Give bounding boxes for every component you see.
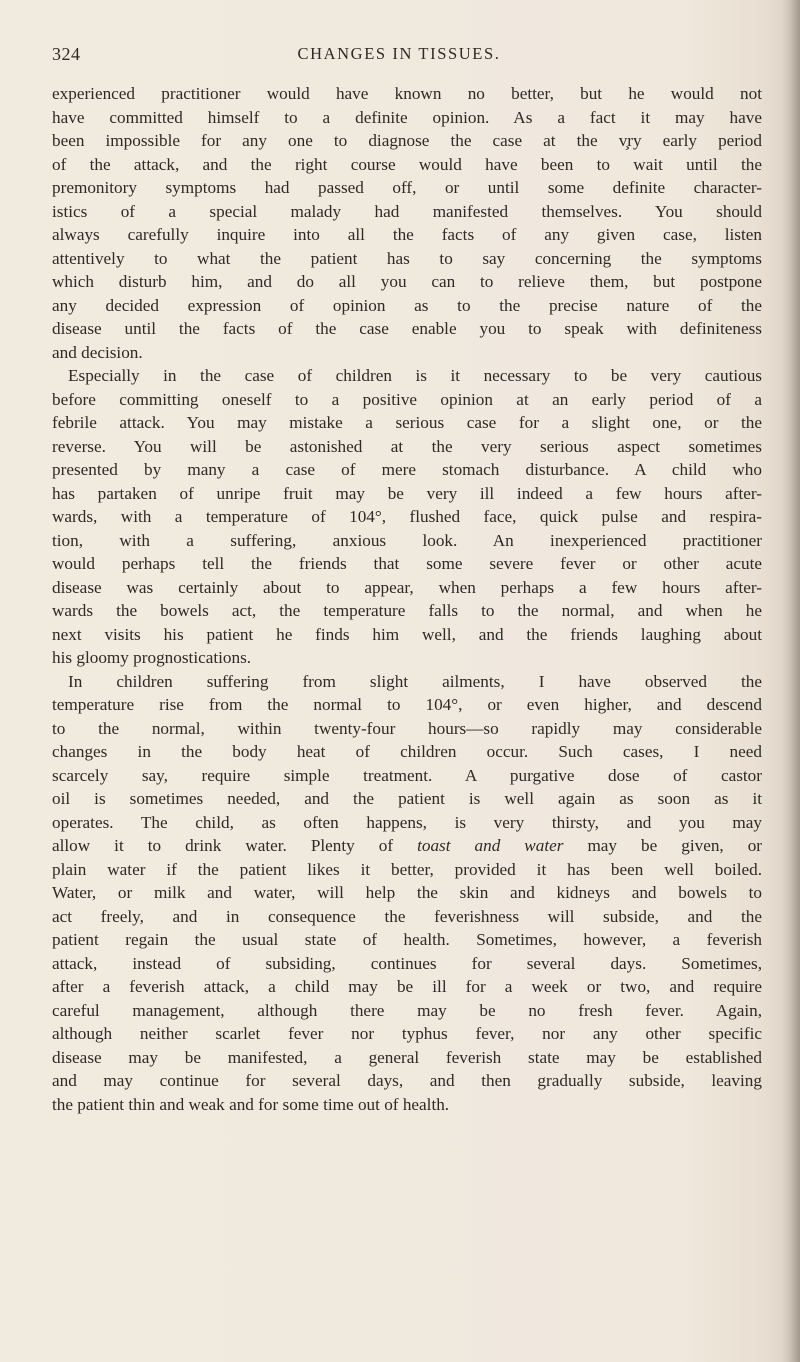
- text-line: Especially in the case of children is it necessary to be very cautious: [68, 366, 762, 385]
- text-line: although neither scarlet fever nor typhus fever, nor any other specific: [52, 1024, 762, 1043]
- text-line: attack, instead of subsiding, continues for several days. Sometimes,: [52, 953, 762, 973]
- page-number: 324: [52, 44, 81, 64]
- text-line: any decided expression of opinion as to the precise nature of the: [52, 295, 762, 315]
- running-head-title: CHANGES IN TISSUES.: [297, 44, 501, 63]
- text-line: has partaken of unripe fruit may be very ill indeed a few hours after-: [52, 483, 762, 503]
- text-line: changes in the body heat of children occur. Such cases, I need: [52, 742, 762, 761]
- text-line: careful management, although there may be no fresh fever. Again,: [52, 1000, 762, 1020]
- running-head: [24, 44, 774, 70]
- text-line: tion, with a suffering, anxious look. An inexperienced practitioner: [52, 530, 762, 550]
- text-line: which disturb him, and do all you can to relieve them, but postpone: [52, 272, 762, 291]
- text-line: and decision.: [52, 342, 143, 362]
- text-line: before committing oneself to a positive opinion at an early period of a: [52, 389, 762, 409]
- text-line: operates. The child, as often happens, is very thirsty, and you may: [52, 812, 762, 832]
- text-line: would perhaps tell the friends that some severe fever or other acute: [52, 554, 762, 573]
- text-line: In children suffering from slight ailments, I have observed the: [68, 671, 762, 691]
- text-line: wards, with a temperature of 104°, flushed face, quick pulse and respira-: [52, 507, 762, 526]
- text-line: temperature rise from the normal to 104°, or even higher, and descend: [52, 695, 762, 714]
- text-line: experienced practitioner would have known no better, but he would not: [52, 84, 762, 103]
- text-line: disease may be manifested, a general feverish state may be established: [52, 1047, 762, 1067]
- text-line: patient regain the usual state of health. Sometimes, however, a feverish: [52, 930, 762, 949]
- line-segment: may be given, or: [587, 836, 763, 855]
- text-line: presented by many a case of mere stomach disturbance. A child who: [52, 460, 762, 479]
- text-line-with-italic: [52, 834, 762, 858]
- text-line: attentively to what the patient has to say concerning the symptoms: [52, 248, 762, 268]
- text-line: oil is sometimes needed, and the patient is well again as soon as it: [52, 789, 762, 808]
- text-line: istics of a special malady had manifested themselves. You should: [52, 201, 762, 221]
- page-edge-shadow: [782, 0, 800, 1362]
- text-line: always carefully inquire into all the facts of any given case, listen: [52, 225, 762, 244]
- text-line: Water, or milk and water, will help the skin and kidneys and bowels to: [52, 883, 762, 902]
- body-text: [52, 82, 762, 1116]
- text-line: disease was certainly about to appear, when perhaps a few hours after-: [52, 577, 762, 597]
- text-line: next visits his patient he finds him well, and the friends laughing about: [52, 624, 762, 644]
- text-line: to the normal, within twenty-four hours—so rapidly may considerable: [52, 718, 762, 738]
- text-line: disease until the facts of the case enable you to speak with definiteness: [52, 319, 762, 338]
- line-segment: allow it to drink water. Plenty of: [52, 836, 394, 855]
- italic-phrase: toast and water: [417, 836, 564, 855]
- text-line: of the attack, and the right course would have been to wait until the: [52, 154, 762, 174]
- text-line: been impossible for any one to diagnose the case at the v̧ry early period: [52, 131, 762, 150]
- text-line: reverse. You will be astonished at the very serious aspect sometimes: [52, 436, 762, 456]
- text-line: scarcely say, require simple treatment. A purgative dose of castor: [52, 765, 762, 785]
- text-line: plain water if the patient likes it better, provided it has been well boiled.: [52, 859, 762, 879]
- text-line: after a feverish attack, a child may be ill for a week or two, and require: [52, 977, 762, 996]
- text-line: the patient thin and weak and for some time out of health.: [52, 1094, 450, 1114]
- text-line: wards the bowels act, the temperature falls to the normal, and when he: [52, 601, 762, 620]
- text-line: act freely, and in consequence the feverishness will subside, and the: [52, 906, 762, 926]
- text-line: premonitory symptoms had passed off, or until some definite character-: [52, 178, 762, 197]
- text-line: his gloomy prognostications.: [52, 648, 252, 667]
- text-line: and may continue for several days, and then gradually subside, leaving: [52, 1071, 762, 1090]
- text-line: febrile attack. You may mistake a serious case for a slight one, or the: [52, 413, 762, 432]
- text-line: have committed himself to a definite opinion. As a fact it may have: [52, 107, 762, 127]
